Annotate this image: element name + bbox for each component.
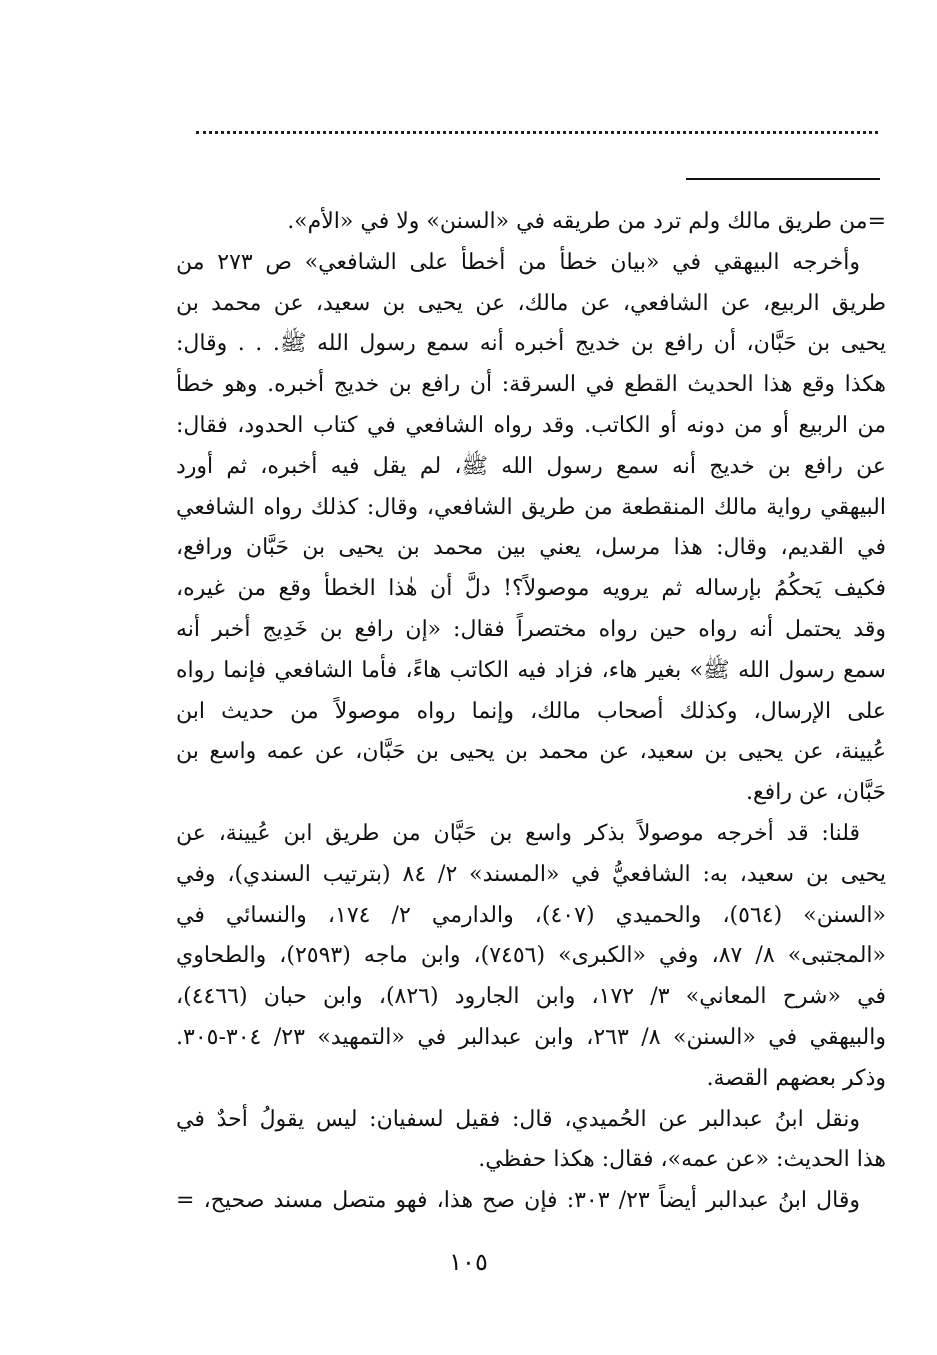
text-line: طريق الربيع، عن الشافعي، عن مالك، عن يحيى بن سعيد، عن محمد بن bbox=[176, 290, 886, 316]
text-line: حَبَّان، عن رافع. bbox=[745, 780, 886, 806]
text-line: قلنا: قد أخرجه موصولاً بذكر واسع بن حَبَّان من طريق ابن عُيينة، عن bbox=[176, 820, 860, 846]
text-line: «السنن» (٥٦٤)، والحميدي (٤٠٧)، والدارمي ٢/ ١٧٤، والنسائي في bbox=[176, 902, 887, 928]
text-line: البيهقي رواية مالك المنقطعة من طريق الشافعي، وقال: كذلك رواه الشافعي bbox=[176, 494, 886, 520]
text-line: في القديم، وقال: هذا مرسل، يعني بين محمد بن يحيى بن حَبَّان ورافع، bbox=[176, 535, 886, 561]
text-line: يحيى بن سعيد، به: الشافعيُّ في «المسند» ٢/ ٨٤ (بترتيب السندي)، وفي bbox=[176, 861, 886, 887]
text-line: على الإرسال، وكذلك أصحاب مالك، وإنما رواه موصولاً من حديث ابن bbox=[176, 698, 886, 724]
footnote-text bbox=[176, 202, 886, 1222]
text-line: من الربيع أو من دونه أو الكاتب. وقد رواه الشافعي في كتاب الحدود، فقال: bbox=[176, 412, 886, 438]
text-line: سمع رسول الله ﷺ» بغير هاء، فزاد فيه الكاتب هاءً، فأما الشافعي فإنما رواه bbox=[176, 657, 886, 683]
text-line: وقال ابنُ عبدالبر أيضاً ٢٣/ ٣٠٣: فإن صح هذا، فهو متصل مسند صحيح، = bbox=[176, 1188, 860, 1214]
footnote-rule bbox=[686, 178, 880, 180]
text-line: هكذا وقع هذا الحديث القطع في السرقة: أن رافع بن خديج أخبره. وهو خطأ bbox=[176, 372, 886, 398]
text-line: يحيى بن حَبَّان، أن رافع بن خديج أخبره أنه سمع رسول الله ﷺ. . . وقال: bbox=[176, 331, 886, 357]
text-line: وأخرجه البيهقي في «بيان خطأ من أخطأ على الشافعي» ص ٢٧٣ من bbox=[176, 249, 860, 275]
page-number: ١٠٥ bbox=[449, 1248, 488, 1276]
dotted-separator bbox=[196, 131, 878, 134]
text-line: وذكر بعضهم القصة. bbox=[706, 1065, 886, 1091]
text-line: عُيينة، عن يحيى بن سعيد، عن محمد بن يحيى بن حَبَّان، عن عمه واسع بن bbox=[176, 739, 886, 765]
text-line: ونقل ابنُ عبدالبر عن الحُميدي، قال: فقيل لسفيان: ليس يقولُ أحدٌ في bbox=[176, 1106, 860, 1132]
text-line: والبيهقي في «السنن» ٨/ ٢٦٣، وابن عبدالبر في «التمهيد» ٢٣/ ٣٠٤-٣٠٥. bbox=[176, 1024, 886, 1050]
text-line: «المجتبى» ٨/ ٨٧، وفي «الكبرى» (٧٤٥٦)، وابن ماجه (٢٥٩٣)، والطحاوي bbox=[176, 943, 887, 969]
text-line: هذا الحديث: «عن عمه»، فقال: هكذا حفظي. bbox=[478, 1147, 886, 1173]
text-line: فكيف يَحكُمُ بإرساله ثم يرويه موصولاً؟! دلَّ أن هٰذا الخطأ وقع من غيره، bbox=[176, 576, 886, 602]
text-line: =من طريق مالك ولم ترد من طريقه في «السنن» ولا في «الأم». bbox=[287, 209, 886, 234]
text-line: وقد يحتمل أنه رواه حين رواه مختصراً فقال: «إن رافع بن خَدِيج أخبر أنه bbox=[176, 616, 886, 642]
text-line: في «شرح المعاني» ٣/ ١٧٢، وابن الجارود (٨٢٦)، وابن حبان (٤٤٦٦)، bbox=[176, 984, 887, 1010]
text-line: عن رافع بن خديج أنه سمع رسول الله ﷺ، لم يقل فيه أخبره، ثم أورد bbox=[176, 453, 886, 479]
